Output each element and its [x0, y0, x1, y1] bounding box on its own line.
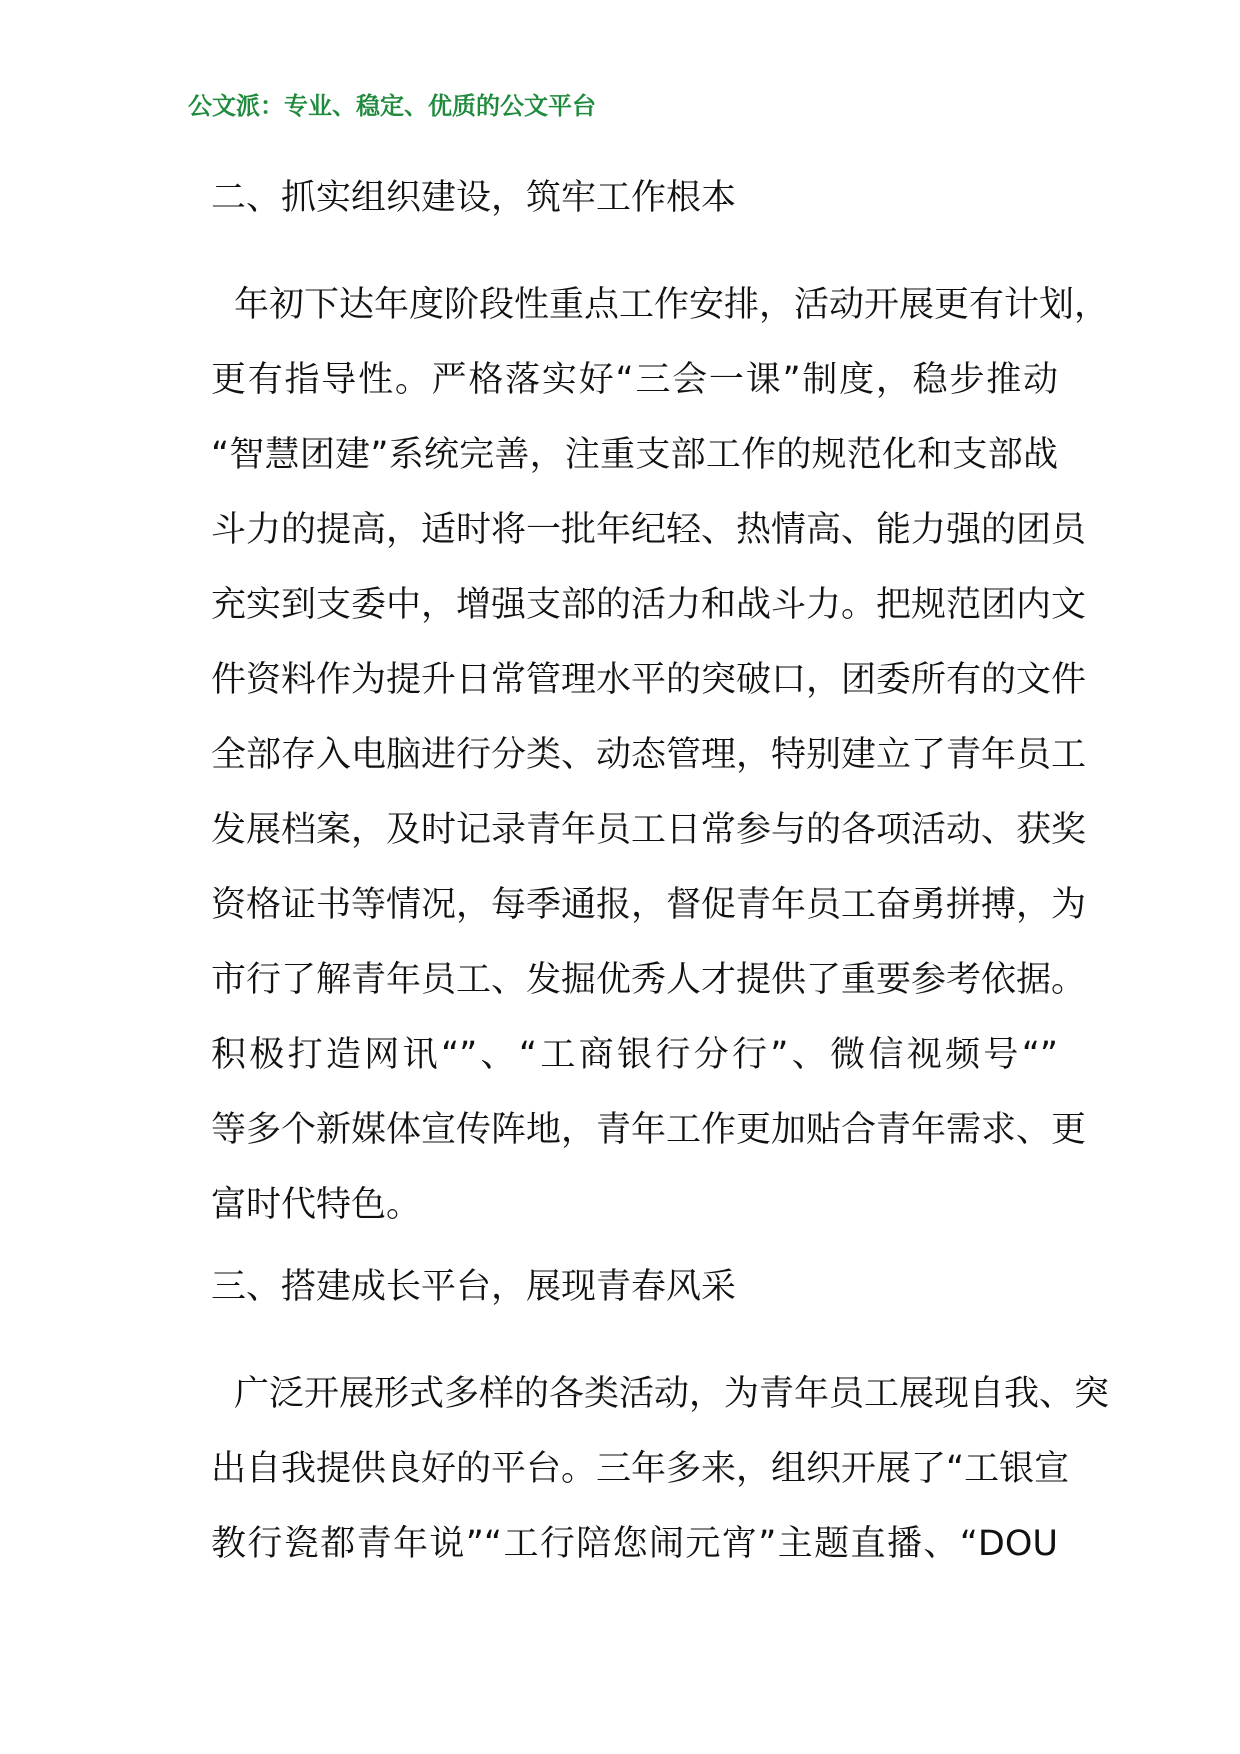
document-body — [188, 172, 1110, 1600]
paragraph-line: 出自我提供良好的平台。三年多来，组织开展了“工银宣 — [211, 1449, 1070, 1489]
paragraph-line: 广泛开展形式多样的各类活动，为青年员工展现自我、突 — [234, 1374, 1110, 1414]
paragraph-line: 市行了解青年员工、发掘优秀人才提供了重要参考依据。 — [211, 960, 1087, 1000]
paragraph-line: 件资料作为提升日常管理水平的突破口，团委所有的文件 — [211, 660, 1087, 700]
paragraph-line: 等多个新媒体宣传阵地，青年工作更加贴合青年需求、更 — [211, 1110, 1087, 1150]
section-2-paragraph — [188, 268, 1110, 1243]
paragraph-line: 积极打造网讯“”、“工商银行分行”、微信视频号“” — [211, 1035, 1058, 1075]
paragraph-line: “智慧团建”系统完善，注重支部工作的规范化和支部战 — [211, 435, 1058, 475]
paragraph-line: 资格证书等情况，每季通报，督促青年员工奋勇拼搏，为 — [211, 885, 1087, 925]
header-slogan: 公文派：专业、稳定、优质的公文平台 — [188, 92, 596, 120]
paragraph-line: 斗力的提高，适时将一批年纪轻、热情高、能力强的团员 — [211, 510, 1087, 550]
paragraph-line: 发展档案，及时记录青年员工日常参与的各项活动、获奖 — [211, 810, 1087, 850]
paragraph-line: 年初下达年度阶段性重点工作安排，活动开展更有计划， — [234, 285, 1110, 325]
paragraph-line: 更有指导性。严格落实好“三会一课”制度，稳步推动 — [211, 360, 1058, 400]
paragraph-line: 教行瓷都青年说”“工行陪您闹元宵”主题直播、“DOU — [211, 1524, 1058, 1564]
section-heading-2: 二、抓实组织建设，筑牢工作根本 — [211, 178, 737, 218]
paragraph-line: 全部存入电脑进行分类、动态管理，特别建立了青年员工 — [211, 735, 1087, 775]
paragraph-line: 富时代特色。 — [211, 1185, 422, 1225]
paragraph-line: 充实到支委中，增强支部的活力和战斗力。把规范团内文 — [211, 585, 1087, 625]
section-3-paragraph — [188, 1357, 1110, 1582]
section-heading-3: 三、搭建成长平台，展现青春风采 — [211, 1267, 737, 1307]
